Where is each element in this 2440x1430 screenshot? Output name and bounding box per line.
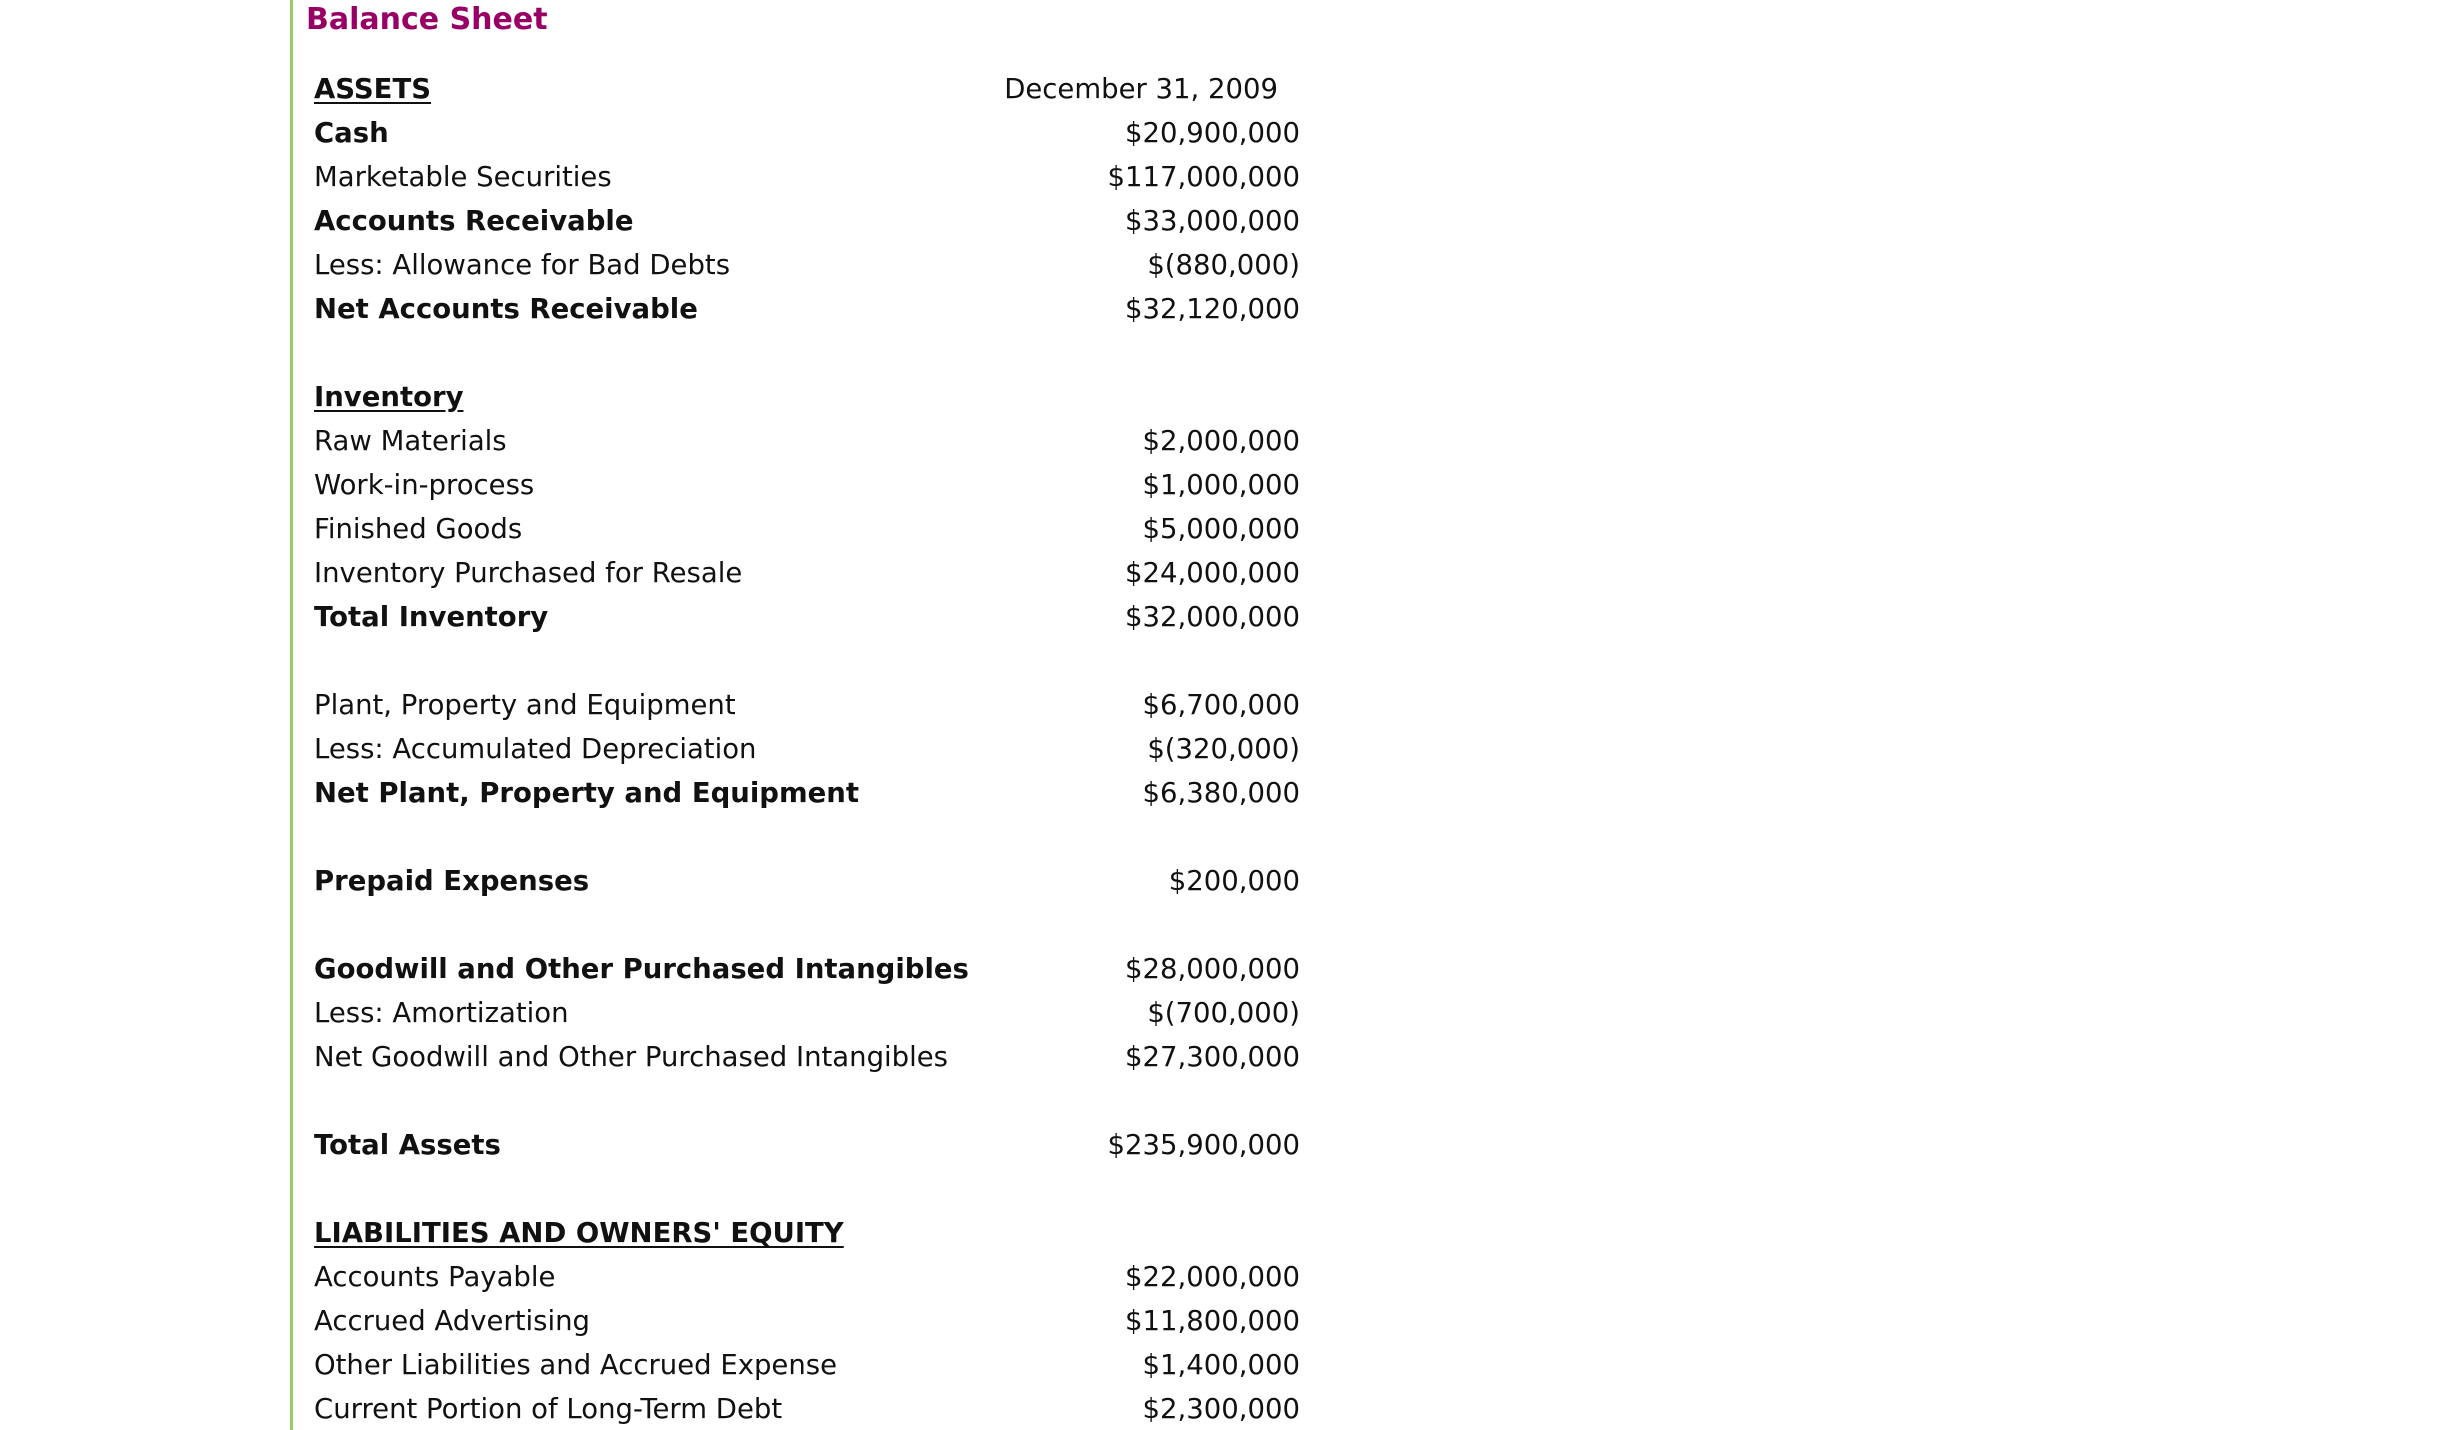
row-value: $27,300,000: [1125, 1041, 1300, 1073]
row-label: Net Plant, Property and Equipment: [314, 777, 860, 809]
table-row: [314, 155, 1306, 199]
row-value: $28,000,000: [1125, 953, 1300, 985]
balance-sheet-content: [306, 0, 1306, 1430]
row-value: $6,380,000: [1142, 777, 1300, 809]
row-label: Work-in-process: [314, 469, 535, 501]
row-value: $(700,000): [1147, 997, 1300, 1029]
liabilities-header: LIABILITIES AND OWNERS' EQUITY: [314, 1217, 844, 1249]
row-label: Cash: [314, 117, 389, 149]
date-column-header: December 31, 2009: [1004, 73, 1278, 105]
row-value: $2,300,000: [1142, 1393, 1300, 1425]
row-value: $32,120,000: [1125, 293, 1300, 325]
spacer-row: [314, 1079, 1306, 1123]
row-value: $11,800,000: [1125, 1305, 1300, 1337]
row-label: Less: Accumulated Depreciation: [314, 733, 757, 765]
row-label: Total Assets: [314, 1129, 501, 1161]
row-label: Net Goodwill and Other Purchased Intangibles: [314, 1041, 949, 1073]
row-label: Less: Allowance for Bad Debts: [314, 249, 731, 281]
row-value: $235,900,000: [1107, 1129, 1300, 1161]
row-label: Accounts Receivable: [314, 205, 634, 237]
row-value: $(880,000): [1147, 249, 1300, 281]
table-row: [314, 1387, 1306, 1430]
row-value: $33,000,000: [1125, 205, 1300, 237]
spacer-row: [314, 639, 1306, 683]
row-label: Accounts Payable: [314, 1261, 556, 1293]
table-row: [314, 683, 1306, 727]
spacer-row: [314, 815, 1306, 859]
table-row: [314, 771, 1306, 815]
row-label: Less: Amortization: [314, 997, 569, 1029]
spacer-row: [314, 903, 1306, 947]
table-row: [314, 947, 1306, 991]
liabilities-header-row: [314, 1211, 1306, 1255]
inventory-header: Inventory: [314, 381, 464, 413]
row-label: Plant, Property and Equipment: [314, 689, 736, 721]
row-value: $117,000,000: [1107, 161, 1300, 193]
row-value: $(320,000): [1147, 733, 1300, 765]
row-label: Accrued Advertising: [314, 1305, 590, 1337]
row-value: $5,000,000: [1142, 513, 1300, 545]
table-row: [314, 199, 1306, 243]
table-row: [314, 463, 1306, 507]
row-label: Prepaid Expenses: [314, 865, 590, 897]
row-value: $22,000,000: [1125, 1261, 1300, 1293]
table-row: [314, 595, 1306, 639]
table-row: [314, 859, 1306, 903]
assets-header-row: [314, 67, 1306, 111]
left-green-rule: [290, 0, 293, 1430]
balance-sheet-table: [314, 67, 1306, 1430]
row-label: Goodwill and Other Purchased Intangibles: [314, 953, 969, 985]
row-label: Other Liabilities and Accrued Expense: [314, 1349, 838, 1381]
table-row: [314, 507, 1306, 551]
table-row: [314, 111, 1306, 155]
row-value: $32,000,000: [1125, 601, 1300, 633]
row-label: Finished Goods: [314, 513, 523, 545]
inventory-header-row: [314, 375, 1306, 419]
spacer-row: [314, 331, 1306, 375]
table-row: [314, 991, 1306, 1035]
table-row: [314, 287, 1306, 331]
row-label: Inventory Purchased for Resale: [314, 557, 743, 589]
page-title: Balance Sheet: [306, 2, 548, 37]
assets-header: ASSETS: [314, 73, 432, 105]
row-value: $1,400,000: [1142, 1349, 1300, 1381]
row-label: Raw Materials: [314, 425, 507, 457]
table-row: [314, 1343, 1306, 1387]
spacer-row: [314, 1167, 1306, 1211]
table-row: [314, 551, 1306, 595]
row-label: Total Inventory: [314, 601, 549, 633]
table-row: [314, 1299, 1306, 1343]
row-value: $6,700,000: [1142, 689, 1300, 721]
row-value: $200,000: [1168, 865, 1300, 897]
table-row: [314, 727, 1306, 771]
row-value: $1,000,000: [1142, 469, 1300, 501]
table-row: [314, 1035, 1306, 1079]
row-label: Current Portion of Long-Term Debt: [314, 1393, 783, 1425]
row-label: Marketable Securities: [314, 161, 612, 193]
row-value: $20,900,000: [1125, 117, 1300, 149]
table-row: [314, 243, 1306, 287]
row-value: $24,000,000: [1125, 557, 1300, 589]
table-row: [314, 1255, 1306, 1299]
row-label: Net Accounts Receivable: [314, 293, 698, 325]
table-row: [314, 1123, 1306, 1167]
table-row: [314, 419, 1306, 463]
row-value: $2,000,000: [1142, 425, 1300, 457]
